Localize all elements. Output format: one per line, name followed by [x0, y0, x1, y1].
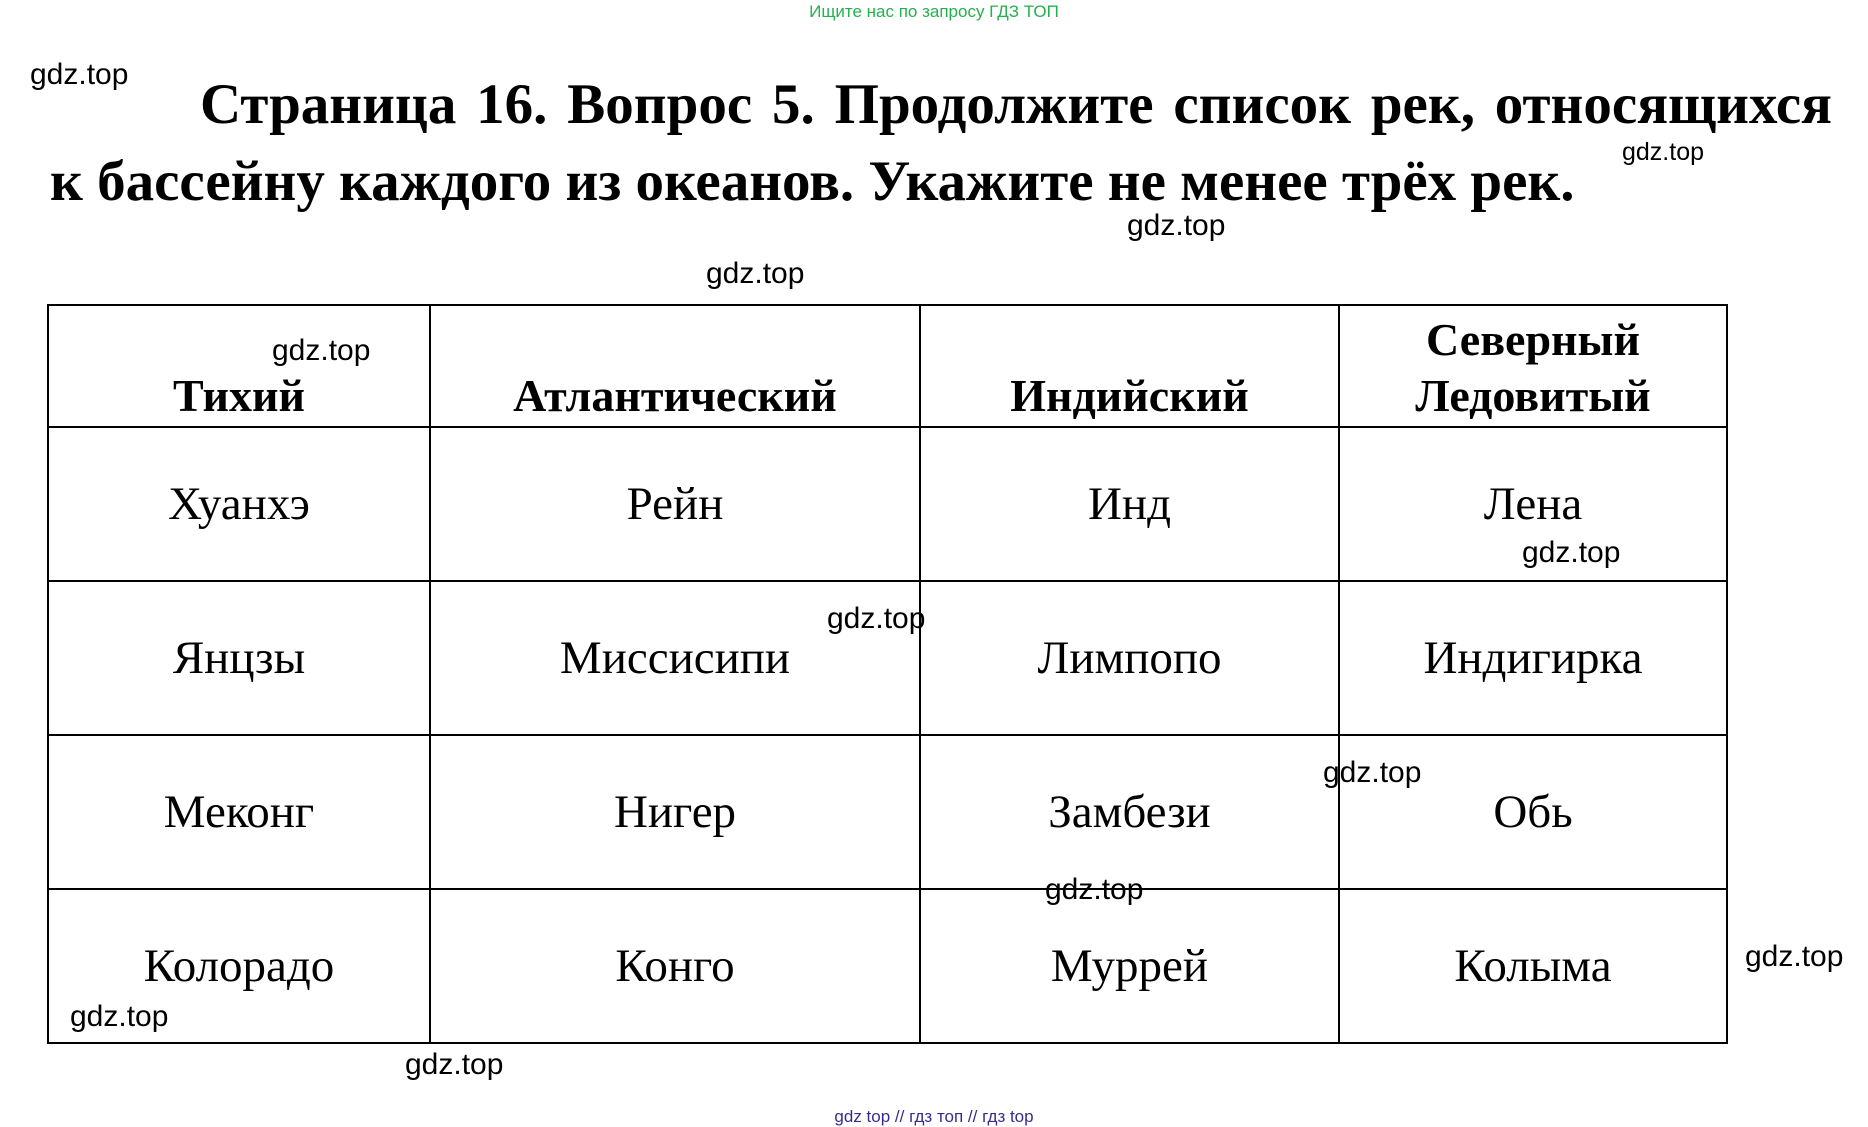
watermark: gdz.top [405, 1048, 504, 1081]
table-cell: Янцзы [48, 581, 430, 735]
table-row [48, 889, 1727, 1043]
table-cell: Обь [1339, 735, 1727, 889]
watermark: gdz.top [1127, 209, 1226, 242]
table-row [48, 427, 1727, 581]
rivers-table [47, 304, 1728, 1044]
table-cell: Нигер [430, 735, 920, 889]
header-arctic: Северный Ледовитый [1339, 305, 1727, 427]
watermark: gdz.top [70, 1000, 169, 1033]
table-cell: Лена [1339, 427, 1727, 581]
header-atlantic: Атлантический [430, 305, 920, 427]
table-row [48, 735, 1727, 889]
top-banner[interactable]: Ищите нас по запросу ГДЗ ТОП [809, 2, 1059, 21]
table-cell: Колорадо [48, 889, 430, 1043]
table-cell: Индигирка [1339, 581, 1727, 735]
table-cell: Меконг [48, 735, 430, 889]
question-heading: Страница 16. Вопрос 5. Продолжите список рек, относящихся к бассейну каждого из океанов. Укажите не менее трёх рек. [50, 73, 1832, 213]
table-cell: Колыма [1339, 889, 1727, 1043]
header-pacific: Тихий [48, 305, 430, 427]
table-cell: Рейн [430, 427, 920, 581]
watermark: gdz.top [1045, 873, 1144, 906]
table-cell: Лимпопо [920, 581, 1339, 735]
watermark: gdz.top [1745, 940, 1844, 973]
table-cell: Инд [920, 427, 1339, 581]
table-cell: Замбези [920, 735, 1339, 889]
table-cell: Хуанхэ [48, 427, 430, 581]
watermark: gdz.top [706, 257, 805, 290]
header-indian: Индийский [920, 305, 1339, 427]
watermark: gdz.top [827, 602, 926, 635]
footer-links[interactable]: gdz top // гдз топ // гдз top [834, 1107, 1034, 1126]
table-cell: Конго [430, 889, 920, 1043]
watermark: gdz.top [1323, 756, 1422, 789]
table-cell: Миссисипи [430, 581, 920, 735]
watermark: gdz.top [30, 58, 129, 91]
watermark: gdz.top [1622, 138, 1705, 166]
watermark: gdz.top [1522, 536, 1621, 569]
table-cell: Муррей [920, 889, 1339, 1043]
watermark: gdz.top [272, 334, 371, 367]
